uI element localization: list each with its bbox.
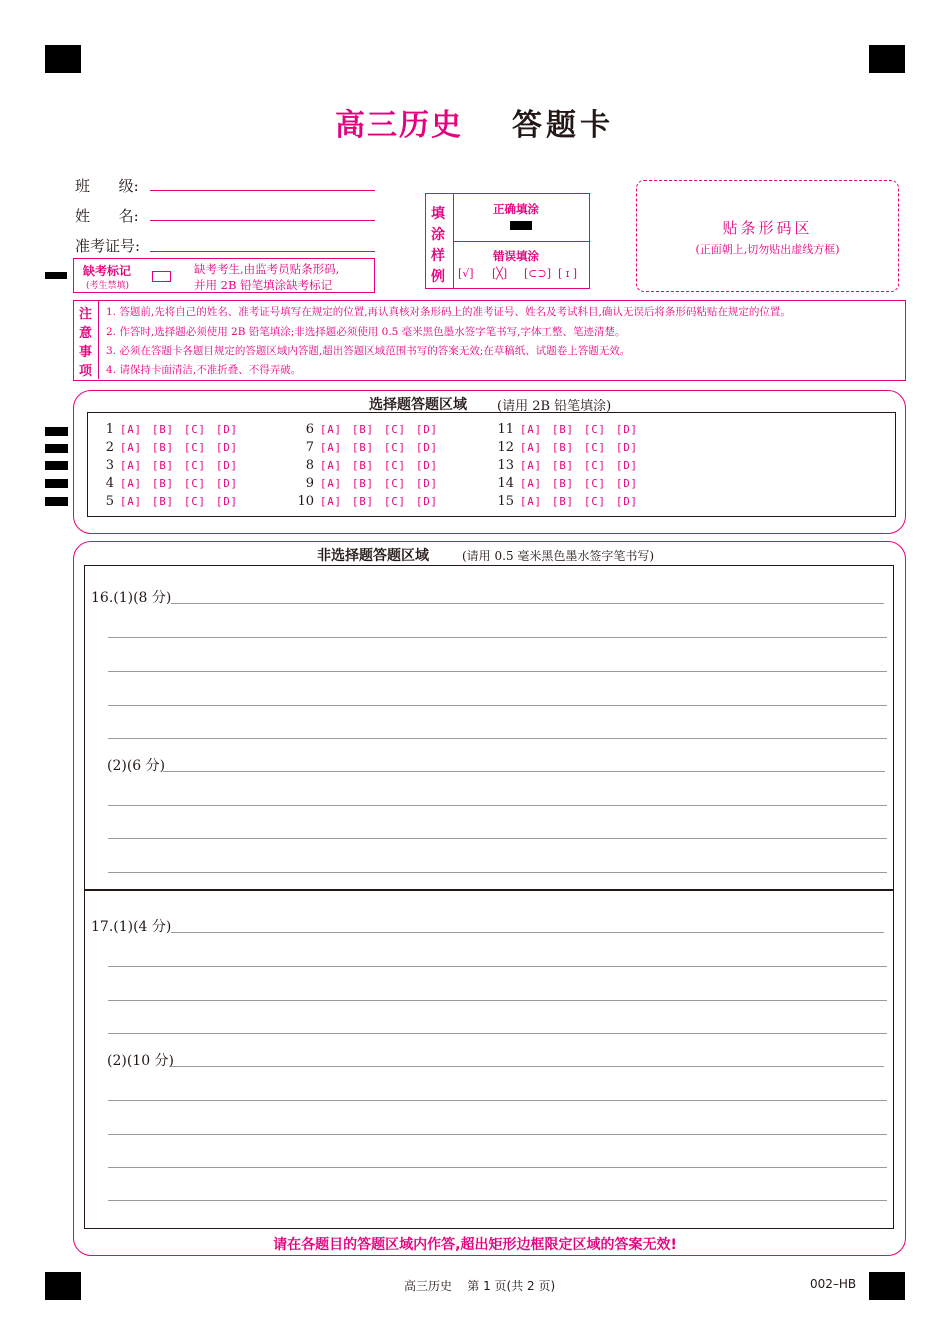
q17-part1-label: 17.(1)(4 分) <box>91 919 172 935</box>
absent-label: 缺考标记 <box>83 264 132 278</box>
corner-mark-bottom-left <box>45 1272 81 1300</box>
choice-option-bubble[interactable]: [D] <box>416 496 438 508</box>
timing-mark <box>45 461 68 470</box>
choice-option-bubble[interactable]: [B] <box>352 460 374 472</box>
choice-option-bubble[interactable]: [D] <box>216 424 238 436</box>
choice-option-bubble[interactable]: [A] <box>520 424 542 436</box>
choice-question <box>492 422 648 437</box>
answer-line[interactable] <box>171 603 884 604</box>
choice-question <box>292 494 448 509</box>
choice-option-bubble[interactable]: [A] <box>520 478 542 490</box>
wrong-fill-sample-4: [ ɪ ] <box>558 267 578 280</box>
fill-side-3: 样 <box>431 248 445 264</box>
choice-option-bubble[interactable]: [B] <box>352 442 374 454</box>
notice-side-1: 注 <box>79 307 93 322</box>
correct-fill-label: 正确填涂 <box>493 202 539 216</box>
choice-option-bubble[interactable]: [A] <box>520 460 542 472</box>
question-number: 3 <box>105 458 114 473</box>
choice-question <box>92 422 248 437</box>
choice-question <box>92 476 248 491</box>
q17-box <box>84 889 894 1229</box>
timing-mark <box>45 444 68 453</box>
choice-option-bubble[interactable]: [D] <box>616 460 638 472</box>
notice-item-1: 1. 答题前,先将自己的姓名、准考证号填写在规定的位置,再认真核对条形码上的准考证号、姓名及考试科目,确认无误后将条形码粘贴在规定的位置。 <box>106 306 791 318</box>
footer-page: 高三历史 第 1 页(共 2 页) <box>404 1279 556 1293</box>
choice-option-bubble[interactable]: [D] <box>216 478 238 490</box>
answer-line[interactable] <box>108 805 887 806</box>
absent-checkbox[interactable] <box>152 271 171 282</box>
answer-line[interactable] <box>108 966 887 967</box>
choice-option-bubble[interactable]: [B] <box>552 496 574 508</box>
q17-part2-label: (2)(10 分) <box>107 1053 175 1069</box>
question-number: 14 <box>497 476 514 491</box>
q16-part1-label: 16.(1)(8 分) <box>91 590 172 606</box>
choice-option-bubble[interactable]: [C] <box>584 460 606 472</box>
answer-line[interactable] <box>171 932 884 933</box>
choice-option-bubble[interactable]: [A] <box>120 424 142 436</box>
barcode-sub: (正面朝上,切勿贴出虚线方框) <box>695 243 840 256</box>
choice-option-bubble[interactable]: [C] <box>384 460 406 472</box>
wrong-fill-sample-2: [╳] <box>492 267 508 280</box>
name-field[interactable] <box>150 220 375 221</box>
choice-option-bubble[interactable]: [D] <box>216 496 238 508</box>
choice-option-bubble[interactable]: [C] <box>384 496 406 508</box>
notice-side-3: 事 <box>79 345 93 360</box>
choice-option-bubble[interactable]: [D] <box>616 424 638 436</box>
fill-example-hdivider <box>453 241 589 242</box>
answer-line[interactable] <box>108 838 887 839</box>
footer-code: 002–HB <box>810 1277 857 1291</box>
choice-option-bubble[interactable]: [B] <box>152 478 174 490</box>
answer-line[interactable] <box>108 1033 887 1034</box>
choice-option-bubble[interactable]: [B] <box>352 424 374 436</box>
question-number: 15 <box>497 494 514 509</box>
warning-text: 请在各题目的答题区域内作答,超出矩形边框限定区域的答案无效! <box>273 1237 677 1253</box>
choice-option-bubble[interactable]: [C] <box>584 442 606 454</box>
choice-option-bubble[interactable]: [C] <box>184 460 206 472</box>
corner-mark-top-right <box>869 45 905 73</box>
choice-option-bubble[interactable]: [D] <box>216 460 238 472</box>
answer-line[interactable] <box>108 1167 887 1168</box>
wrong-fill-sample-1: [√] <box>458 267 474 280</box>
choice-option-bubble[interactable]: [D] <box>416 442 438 454</box>
choice-question <box>92 458 248 473</box>
choice-option-bubble[interactable]: [A] <box>320 442 342 454</box>
answer-line[interactable] <box>108 1200 887 1201</box>
q16-box <box>84 565 894 891</box>
question-number: 12 <box>497 440 514 455</box>
choice-question <box>492 494 648 509</box>
choice-option-bubble[interactable]: [A] <box>320 424 342 436</box>
timing-mark <box>45 272 67 279</box>
corner-mark-bottom-right <box>869 1272 905 1300</box>
choice-question <box>292 440 448 455</box>
fill-side-4: 例 <box>431 269 445 285</box>
choice-option-bubble[interactable]: [D] <box>616 442 638 454</box>
choice-option-bubble[interactable]: [C] <box>184 424 206 436</box>
answer-line[interactable] <box>108 1134 887 1135</box>
choice-option-bubble[interactable]: [A] <box>520 442 542 454</box>
choice-option-bubble[interactable]: [C] <box>384 442 406 454</box>
choice-option-bubble[interactable]: [A] <box>120 478 142 490</box>
question-number: 8 <box>305 458 314 473</box>
notice-item-4: 4. 请保持卡面清洁,不准折叠、不得弄破。 <box>106 364 302 376</box>
choice-option-bubble[interactable]: [B] <box>352 496 374 508</box>
question-number: 11 <box>497 422 514 437</box>
choice-option-bubble[interactable]: [C] <box>184 496 206 508</box>
choice-option-bubble[interactable]: [A] <box>320 496 342 508</box>
choice-option-bubble[interactable]: [B] <box>152 496 174 508</box>
fill-side-1: 填 <box>431 206 445 222</box>
notice-item-3: 3. 必须在答题卡各题目规定的答题区域内答题,超出答题区域范围书写的答案无效;在草稿纸、试题卷上答题无效。 <box>106 345 631 357</box>
choice-option-bubble[interactable]: [B] <box>552 442 574 454</box>
notice-side-2: 意 <box>79 326 93 341</box>
choice-question <box>492 440 648 455</box>
answer-line[interactable] <box>108 1100 887 1101</box>
question-number: 5 <box>105 494 114 509</box>
answer-line[interactable] <box>108 1000 887 1001</box>
absent-mark-box <box>73 258 375 293</box>
class-field[interactable] <box>150 190 375 191</box>
answer-line[interactable] <box>171 1066 884 1067</box>
corner-mark-top-left <box>45 45 81 73</box>
choice-option-bubble[interactable]: [C] <box>584 424 606 436</box>
choice-question <box>292 422 448 437</box>
choice-note: (请用 2B 铅笔填涂) <box>497 399 612 414</box>
choice-option-bubble[interactable]: [B] <box>152 460 174 472</box>
exam-id-label: 准考证号: <box>75 237 141 255</box>
timing-mark <box>45 497 68 506</box>
card-title: 答题卡 <box>512 108 614 143</box>
question-number: 7 <box>305 440 314 455</box>
choice-option-bubble[interactable]: [B] <box>152 442 174 454</box>
absent-sub: (考生禁填) <box>86 281 130 291</box>
choice-option-bubble[interactable]: [B] <box>552 424 574 436</box>
class-label: 班 级: <box>75 177 139 195</box>
choice-option-bubble[interactable]: [C] <box>584 478 606 490</box>
correct-fill-sample <box>510 221 532 230</box>
wrong-fill-label: 错误填涂 <box>493 249 539 263</box>
notice-item-2: 2. 作答时,选择题必须使用 2B 铅笔填涂;非选择题必须使用 0.5 毫米黑色墨水签字笔书写,字体工整、笔迹清楚。 <box>106 326 626 338</box>
choice-question <box>92 440 248 455</box>
notice-side-4: 项 <box>79 364 93 379</box>
nonchoice-title: 非选择题答题区域 <box>317 548 429 564</box>
choice-option-bubble[interactable]: [A] <box>520 496 542 508</box>
choice-option-bubble[interactable]: [D] <box>416 424 438 436</box>
answer-line[interactable] <box>108 872 887 873</box>
choice-option-bubble[interactable]: [C] <box>384 478 406 490</box>
choice-option-bubble[interactable]: [C] <box>184 442 206 454</box>
choice-option-bubble[interactable]: [C] <box>384 424 406 436</box>
fill-side-2: 涂 <box>431 227 445 243</box>
answer-line[interactable] <box>163 771 885 772</box>
question-number: 4 <box>105 476 114 491</box>
timing-mark <box>45 479 68 488</box>
barcode-title: 贴条形码区 <box>722 219 813 237</box>
absent-note-line1: 缺考考生,由监考员贴条形码, <box>194 262 340 276</box>
answer-line[interactable] <box>108 637 887 638</box>
answer-line[interactable] <box>108 705 887 706</box>
choice-option-bubble[interactable]: [D] <box>416 478 438 490</box>
absent-note-line2: 并用 2B 铅笔填涂缺考标记 <box>194 278 333 292</box>
choice-question <box>492 476 648 491</box>
choice-option-bubble[interactable]: [C] <box>584 496 606 508</box>
question-number: 10 <box>297 494 314 509</box>
choice-question <box>492 458 648 473</box>
choice-option-bubble[interactable]: [A] <box>320 478 342 490</box>
choice-title: 选择题答题区域 <box>369 397 467 413</box>
wrong-fill-sample-3: [⊂⊃] <box>524 267 552 280</box>
question-number: 2 <box>105 440 114 455</box>
choice-option-bubble[interactable]: [D] <box>416 460 438 472</box>
choice-option-bubble[interactable]: [C] <box>184 478 206 490</box>
question-number: 1 <box>105 422 114 437</box>
choice-option-bubble[interactable]: [A] <box>320 460 342 472</box>
subject-title: 高三历史 <box>335 108 463 143</box>
barcode-area <box>636 180 899 292</box>
q16-part2-label: (2)(6 分) <box>107 758 166 774</box>
choice-question <box>292 458 448 473</box>
fill-example-box <box>425 193 590 289</box>
choice-option-bubble[interactable]: [D] <box>616 478 638 490</box>
choice-option-bubble[interactable]: [B] <box>552 478 574 490</box>
nonchoice-note: (请用 0.5 毫米黑色墨水签字笔书写) <box>462 549 655 563</box>
question-number: 6 <box>305 422 314 437</box>
choice-option-bubble[interactable]: [B] <box>152 424 174 436</box>
choice-option-bubble[interactable]: [A] <box>120 460 142 472</box>
question-number: 9 <box>305 476 314 491</box>
answer-line[interactable] <box>108 671 887 672</box>
answer-line[interactable] <box>108 738 887 739</box>
name-label: 姓 名: <box>75 207 139 225</box>
timing-mark <box>45 427 68 436</box>
choice-option-bubble[interactable]: [B] <box>552 460 574 472</box>
notice-divider <box>98 300 99 379</box>
choice-option-bubble[interactable]: [A] <box>120 496 142 508</box>
question-number: 13 <box>497 458 514 473</box>
choice-question <box>292 476 448 491</box>
choice-question <box>92 494 248 509</box>
choice-option-bubble[interactable]: [D] <box>216 442 238 454</box>
choice-option-bubble[interactable]: [B] <box>352 478 374 490</box>
choice-option-bubble[interactable]: [A] <box>120 442 142 454</box>
choice-option-bubble[interactable]: [D] <box>616 496 638 508</box>
exam-id-field[interactable] <box>150 251 375 252</box>
